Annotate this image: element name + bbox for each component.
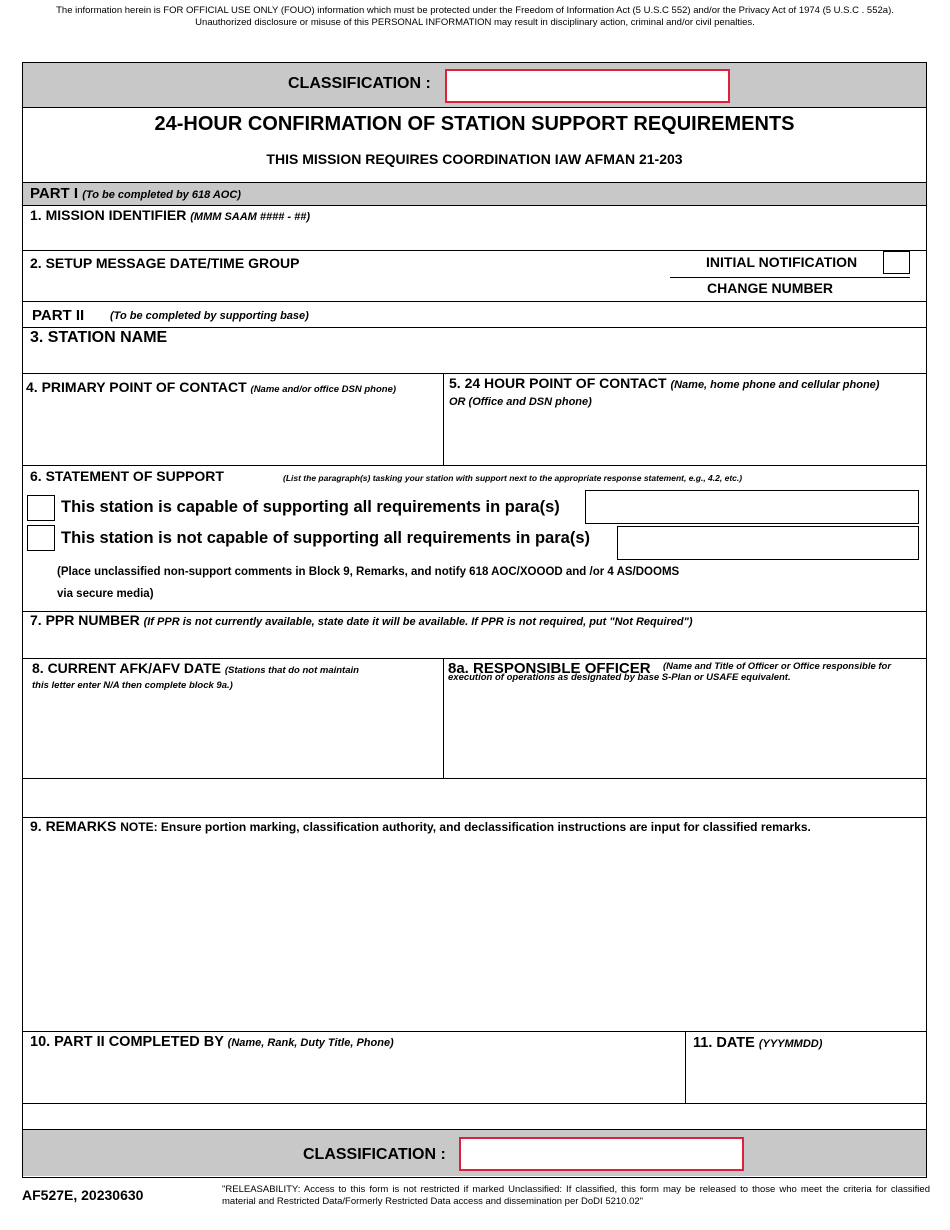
primary-poc-label	[26, 379, 396, 395]
afk-afv-date-text: 8. CURRENT AFK/AFV DATE	[32, 660, 221, 676]
afk-afv-date-note2: this letter enter N/A then complete block 9a.)	[32, 680, 233, 691]
24hr-poc-note: (Name, home phone and cellular phone)	[670, 379, 880, 391]
capable-statement: This station is capable of supporting all requirements in para(s)	[61, 498, 560, 516]
statement-of-support-label: 6. STATEMENT OF SUPPORT	[30, 468, 224, 484]
form-title: 24-HOUR CONFIRMATION OF STATION SUPPORT REQUIREMENTS	[154, 113, 795, 135]
responsible-officer-note2: execution of operations as designated by base S-Plan or USAFE equivalent.	[448, 672, 791, 683]
date-field[interactable]	[686, 1053, 926, 1103]
ppr-number-field[interactable]	[23, 630, 926, 658]
bottom-classification-input[interactable]	[459, 1137, 744, 1171]
non-support-note-line1: (Place unclassified non-support comments in Block 9, Remarks, and notify 618 AOC/XOOOD and /or 4 AS/DOOMS	[57, 566, 680, 578]
mission-identifier-text: 1. MISSION IDENTIFIER	[30, 207, 187, 223]
not-capable-paragraphs-input[interactable]	[617, 526, 919, 560]
non-support-note-line2: via secure media)	[57, 588, 154, 600]
part1-heading	[30, 185, 241, 202]
form-id: AF527E, 20230630	[22, 1187, 144, 1203]
ppr-number-text: 7. PPR NUMBER	[30, 612, 140, 628]
primary-poc-note: (Name and/or office DSN phone)	[250, 384, 397, 395]
remarks-text: 9. REMARKS	[30, 818, 117, 834]
fouo-notice	[0, 5, 950, 29]
mission-identifier-note: (MMM SAAM #### - ##)	[190, 211, 311, 223]
form-subtitle: THIS MISSION REQUIRES COORDINATION IAW AFMAN 21-203	[266, 151, 683, 167]
part2-note: (To be completed by supporting base)	[110, 310, 309, 322]
mission-identifier-label	[30, 207, 310, 223]
responsible-officer-note1: (Name and Title of Officer or Office responsible for	[663, 661, 892, 672]
initial-notification-checkbox[interactable]	[883, 251, 910, 274]
date-note: (YYYMMDD)	[758, 1038, 823, 1050]
setup-message-label: 2. SETUP MESSAGE DATE/TIME GROUP	[30, 255, 300, 271]
remarks-label	[30, 818, 811, 834]
ppr-number-label	[30, 612, 693, 628]
setup-message-field[interactable]	[23, 273, 663, 301]
afk-afv-date-label	[32, 660, 359, 676]
afk-afv-date-note1: (Stations that do not maintain	[224, 665, 359, 676]
part1-label: PART I	[30, 185, 79, 202]
top-classification-label: CLASSIFICATION :	[288, 75, 431, 92]
completed-by-text: 10. PART II COMPLETED BY	[30, 1034, 224, 1050]
primary-poc-field[interactable]	[23, 399, 443, 465]
24hr-poc-text: 5. 24 HOUR POINT OF CONTACT	[449, 375, 667, 391]
primary-poc-text: 4. PRIMARY POINT OF CONTACT	[26, 379, 247, 395]
remarks-field[interactable]	[23, 838, 926, 1031]
responsible-officer-label: 8a. RESPONSIBLE OFFICER	[448, 660, 651, 677]
24hr-poc-field[interactable]	[444, 413, 926, 465]
not-capable-statement: This station is not capable of supporting all requirements in para(s)	[61, 529, 590, 547]
part1-note: (To be completed by 618 AOC)	[82, 189, 241, 201]
releasability-statement: "RELEASABILITY: Access to this form is not restricted if marked Unclassified: If classified, this form may be released to those who meet the criteria for classified material and Restricted Data/Formerly Restricted Data access and dissemination per DoDI 5210.02"	[222, 1184, 930, 1207]
date-label	[693, 1035, 822, 1051]
change-number-label: CHANGE NUMBER	[707, 280, 833, 296]
capable-checkbox[interactable]	[27, 495, 55, 521]
capable-paragraphs-input[interactable]	[585, 490, 919, 524]
remarks-note: NOTE: Ensure portion marking, classification authority, and declassification instructions are input for classified remarks.	[120, 820, 811, 834]
fouo-notice-line1: The information herein is FOR OFFICIAL USE ONLY (FOUO) information which must be protected under the Freedom of Information Act (5 U.S.C 552) and/or the Privacy Act of 1974 (5 U.S.C . 552a).	[56, 5, 894, 16]
mission-identifier-field[interactable]	[23, 225, 926, 250]
bottom-classification-label: CLASSIFICATION :	[303, 1146, 446, 1163]
part2-label: PART II	[32, 307, 85, 324]
station-name-label: 3. STATION NAME	[30, 329, 168, 346]
field-8-continuation[interactable]	[23, 779, 926, 817]
completed-by-note: (Name, Rank, Duty Title, Phone)	[227, 1037, 394, 1049]
24hr-poc-label	[449, 375, 879, 391]
not-capable-checkbox[interactable]	[27, 525, 55, 551]
initial-notification-divider	[670, 277, 910, 278]
afk-afv-date-field[interactable]	[23, 695, 443, 778]
completed-by-label	[30, 1034, 394, 1050]
form-container	[22, 62, 927, 1178]
ppr-number-note: (If PPR is not currently available, state date it will be available. If PPR is not required, put "Not Required")	[143, 616, 693, 628]
statement-of-support-note: (List the paragraph(s) tasking your station with support next to the appropriate response statement, e.g., 4.2, etc.)	[283, 473, 743, 483]
completed-by-field[interactable]	[23, 1053, 685, 1103]
spacer-row	[23, 1104, 926, 1129]
24hr-poc-note2: OR (Office and DSN phone)	[449, 396, 592, 408]
station-name-field[interactable]	[23, 349, 926, 373]
initial-notification-label: INITIAL NOTIFICATION	[706, 254, 858, 270]
top-classification-input[interactable]	[445, 69, 730, 103]
date-text: 11. DATE	[693, 1035, 755, 1051]
fouo-notice-line2: Unauthorized disclosure or misuse of this PERSONAL INFORMATION may result in disciplinary action, criminal and/or civil penalties.	[195, 17, 755, 28]
responsible-officer-field[interactable]	[444, 688, 926, 778]
